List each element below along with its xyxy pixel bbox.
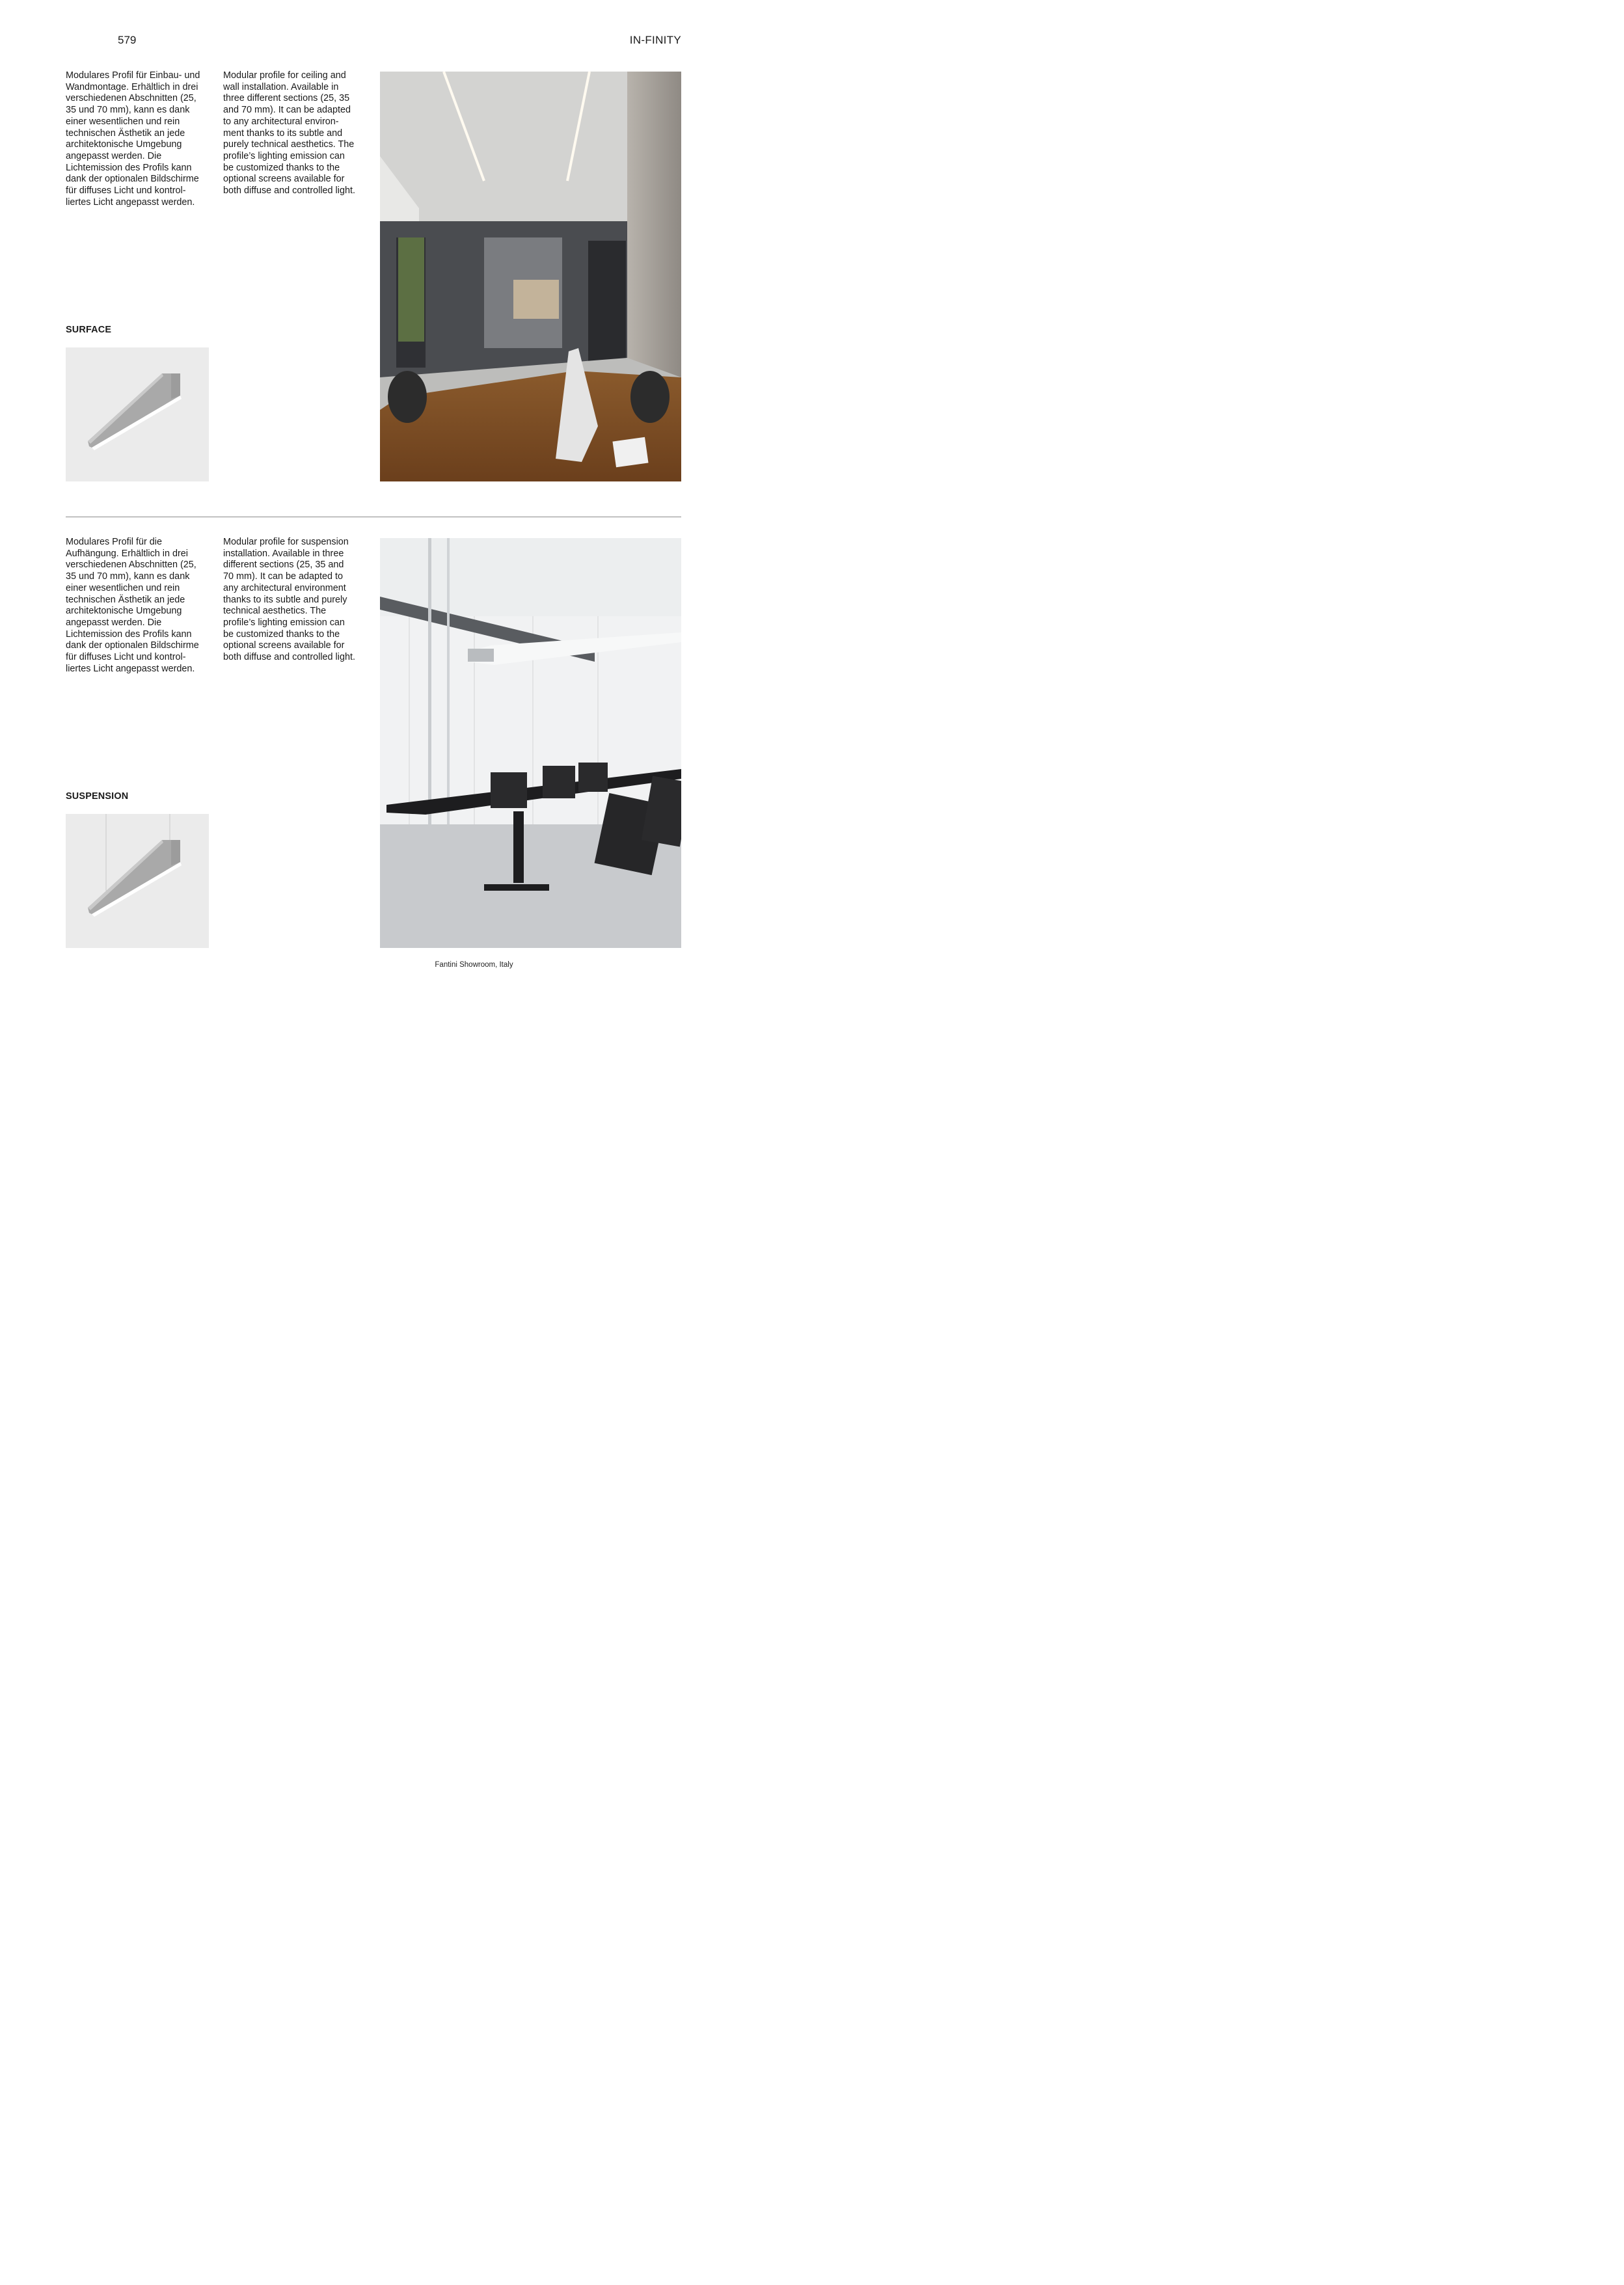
collection-title: IN-FINITY bbox=[629, 34, 681, 46]
photo-caption: Fantini Showroom, Italy bbox=[435, 961, 513, 969]
surface-product-image bbox=[66, 347, 209, 481]
suspension-label: SUSPENSION bbox=[66, 791, 129, 802]
surface-label: SURFACE bbox=[66, 325, 112, 335]
surface-description-de: Modulares Profil für Einbau- und Wandmontage. Erhältlich in drei verschiedenen Abschnitten (25, 35 und 70 mm), kann es dank einer wesentlichen und rein technischen Ästhetik an jede architektonische Umgebung angepasst werden. Die Lichtemission des Profils kann dank der optionalen Bildschirme für diffuses Licht und kontrol- liertes Licht angepasst werden. bbox=[66, 70, 200, 208]
meeting-room-photo bbox=[380, 538, 681, 948]
suspension-product-image bbox=[66, 814, 209, 948]
office-room-photo bbox=[380, 72, 681, 481]
suspension-description-de: Modulares Profil für die Aufhängung. Erhältlich in drei verschiedenen Abschnitten (25, 35 und 70 mm), kann es dank einer wesentlichen und rein technischen Ästhetik an jede architektonische Umgebung angepasst werden. Die Lichtemission des Profils kann dank der optionalen Bildschirme für diffuses Licht und kontrol- liertes Licht angepasst werden. bbox=[66, 537, 199, 674]
surface-description-en: Modular profile for ceiling and wall installation. Available in three different sections (25, 35 and 70 mm). It can be adapted to any architectural environ- ment thanks to its subtle and purely technical aesthetics. The profile’s lighting emission can be customized thanks to the optional screens available for both diffuse and controlled light. bbox=[223, 70, 355, 196]
suspension-description-en: Modular profile for suspension installation. Available in three different sections (25, 35 and 70 mm). It can be adapted to any architectural environment thanks to its subtle and purely technical aesthetics. The profile’s lighting emission can be customized thanks to the optional screens available for both diffuse and controlled light. bbox=[223, 537, 355, 663]
page-number: 579 bbox=[118, 34, 137, 46]
